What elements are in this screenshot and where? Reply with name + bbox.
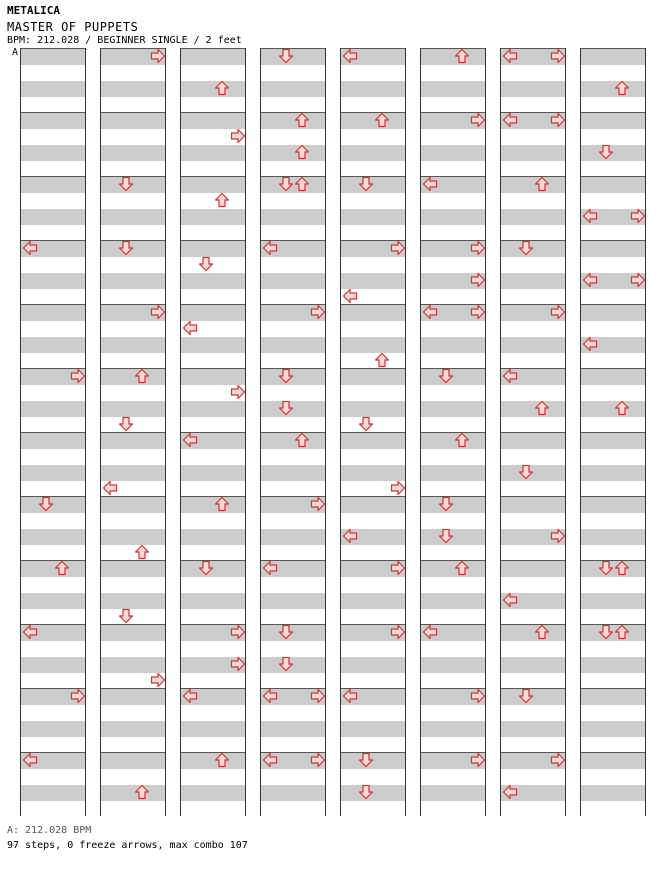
- arrow-up-icon: [534, 176, 550, 192]
- arrow-up-icon: [294, 112, 310, 128]
- measure: [21, 112, 85, 176]
- arrow-up-icon: [214, 80, 230, 96]
- measure: [101, 752, 165, 816]
- chart-column: [340, 48, 406, 816]
- arrow-up-icon: [294, 432, 310, 448]
- measure: [181, 304, 245, 368]
- measure: [581, 752, 645, 816]
- arrow-right-icon: [310, 752, 326, 768]
- arrow-left-icon: [422, 176, 438, 192]
- arrow-down-icon: [518, 464, 534, 480]
- arrow-right-icon: [230, 656, 246, 672]
- measure: [261, 432, 325, 496]
- measure: [21, 432, 85, 496]
- arrow-right-icon: [70, 688, 86, 704]
- arrow-up-icon: [214, 752, 230, 768]
- arrow-left-icon: [502, 48, 518, 64]
- chart-column: [100, 48, 166, 816]
- arrow-left-icon: [182, 432, 198, 448]
- arrow-left-icon: [182, 688, 198, 704]
- arrow-right-icon: [230, 624, 246, 640]
- arrow-down-icon: [438, 528, 454, 544]
- measure: [181, 752, 245, 816]
- arrow-right-icon: [70, 368, 86, 384]
- arrow-right-icon: [550, 304, 566, 320]
- measure: [101, 112, 165, 176]
- measure: [21, 304, 85, 368]
- arrow-down-icon: [198, 256, 214, 272]
- arrow-down-icon: [518, 688, 534, 704]
- chart-column: [20, 48, 86, 816]
- arrow-down-icon: [38, 496, 54, 512]
- arrow-down-icon: [278, 656, 294, 672]
- chart-column: [260, 48, 326, 816]
- arrow-up-icon: [614, 80, 630, 96]
- measure: [581, 368, 645, 432]
- measure: [21, 48, 85, 112]
- arrow-left-icon: [342, 288, 358, 304]
- arrow-down-icon: [518, 240, 534, 256]
- measure: [181, 112, 245, 176]
- chart-column: [500, 48, 566, 816]
- measure: [181, 240, 245, 304]
- arrow-up-icon: [134, 368, 150, 384]
- arrow-right-icon: [230, 384, 246, 400]
- arrow-up-icon: [534, 624, 550, 640]
- measure: [421, 560, 485, 624]
- arrow-left-icon: [262, 688, 278, 704]
- arrow-left-icon: [342, 528, 358, 544]
- arrow-up-icon: [534, 400, 550, 416]
- chart-column: [580, 48, 646, 816]
- song-title: MASTER OF PUPPETS: [7, 20, 139, 34]
- measure: [581, 688, 645, 752]
- arrow-left-icon: [582, 208, 598, 224]
- arrow-left-icon: [582, 272, 598, 288]
- arrow-right-icon: [150, 48, 166, 64]
- measure: [581, 432, 645, 496]
- arrow-down-icon: [438, 368, 454, 384]
- arrow-up-icon: [614, 560, 630, 576]
- arrow-right-icon: [230, 128, 246, 144]
- arrow-right-icon: [550, 528, 566, 544]
- measure: [21, 560, 85, 624]
- measure: [101, 496, 165, 560]
- arrow-left-icon: [422, 624, 438, 640]
- arrow-left-icon: [22, 752, 38, 768]
- arrow-down-icon: [198, 560, 214, 576]
- arrow-up-icon: [614, 400, 630, 416]
- measure: [341, 304, 405, 368]
- arrow-right-icon: [310, 688, 326, 704]
- arrow-left-icon: [262, 752, 278, 768]
- arrow-down-icon: [358, 784, 374, 800]
- measure: [581, 48, 645, 112]
- arrow-down-icon: [278, 48, 294, 64]
- arrow-left-icon: [502, 368, 518, 384]
- arrow-left-icon: [502, 592, 518, 608]
- arrow-down-icon: [358, 416, 374, 432]
- arrow-up-icon: [614, 624, 630, 640]
- arrow-down-icon: [278, 624, 294, 640]
- arrow-down-icon: [118, 608, 134, 624]
- arrow-right-icon: [390, 624, 406, 640]
- arrow-left-icon: [262, 240, 278, 256]
- arrow-right-icon: [310, 496, 326, 512]
- arrow-right-icon: [550, 48, 566, 64]
- arrow-up-icon: [214, 192, 230, 208]
- arrow-left-icon: [262, 560, 278, 576]
- arrow-right-icon: [390, 560, 406, 576]
- arrow-up-icon: [454, 560, 470, 576]
- arrow-up-icon: [294, 176, 310, 192]
- arrow-left-icon: [102, 480, 118, 496]
- arrow-right-icon: [470, 688, 486, 704]
- chart-info: BPM: 212.028 / BEGINNER SINGLE / 2 feet: [7, 35, 242, 46]
- measure: [181, 368, 245, 432]
- arrow-up-icon: [374, 352, 390, 368]
- arrow-up-icon: [134, 784, 150, 800]
- measure: [181, 496, 245, 560]
- arrow-right-icon: [390, 240, 406, 256]
- arrow-down-icon: [118, 416, 134, 432]
- arrow-right-icon: [470, 304, 486, 320]
- arrow-right-icon: [550, 112, 566, 128]
- chart-stats: 97 steps, 0 freeze arrows, max combo 107: [7, 840, 248, 851]
- arrow-down-icon: [358, 176, 374, 192]
- arrow-down-icon: [278, 176, 294, 192]
- arrow-right-icon: [470, 240, 486, 256]
- arrow-up-icon: [54, 560, 70, 576]
- arrow-right-icon: [550, 752, 566, 768]
- measure: [421, 48, 485, 112]
- arrow-left-icon: [422, 304, 438, 320]
- measure: [261, 112, 325, 176]
- arrow-left-icon: [502, 784, 518, 800]
- arrow-up-icon: [294, 144, 310, 160]
- measure: [421, 432, 485, 496]
- arrow-right-icon: [150, 304, 166, 320]
- arrow-down-icon: [438, 496, 454, 512]
- arrow-right-icon: [150, 672, 166, 688]
- arrow-down-icon: [598, 144, 614, 160]
- measure: [181, 176, 245, 240]
- arrow-left-icon: [182, 320, 198, 336]
- arrow-up-icon: [454, 432, 470, 448]
- arrow-up-icon: [454, 48, 470, 64]
- measure: [21, 176, 85, 240]
- bpm-legend: A: 212.028 BPM: [7, 825, 92, 836]
- arrow-right-icon: [310, 304, 326, 320]
- arrow-left-icon: [342, 48, 358, 64]
- arrow-down-icon: [118, 240, 134, 256]
- chart-column: [420, 48, 486, 816]
- arrow-right-icon: [390, 480, 406, 496]
- measure: [501, 176, 565, 240]
- arrow-left-icon: [502, 112, 518, 128]
- arrow-left-icon: [582, 336, 598, 352]
- arrow-right-icon: [470, 272, 486, 288]
- arrow-down-icon: [598, 624, 614, 640]
- arrow-up-icon: [134, 544, 150, 560]
- arrow-down-icon: [278, 368, 294, 384]
- arrow-down-icon: [598, 560, 614, 576]
- measure: [581, 496, 645, 560]
- artist-name: METALICA: [7, 4, 60, 17]
- arrow-down-icon: [118, 176, 134, 192]
- arrow-right-icon: [470, 112, 486, 128]
- chart-column: [180, 48, 246, 816]
- arrow-up-icon: [374, 112, 390, 128]
- arrow-up-icon: [214, 496, 230, 512]
- measure: [181, 48, 245, 112]
- measure: [341, 112, 405, 176]
- arrow-down-icon: [278, 400, 294, 416]
- arrow-left-icon: [22, 240, 38, 256]
- measure: [101, 688, 165, 752]
- bpm-marker-label: A: [12, 47, 19, 58]
- measure: [501, 624, 565, 688]
- arrow-right-icon: [630, 272, 646, 288]
- arrow-right-icon: [630, 208, 646, 224]
- arrow-left-icon: [342, 688, 358, 704]
- arrow-down-icon: [358, 752, 374, 768]
- arrow-right-icon: [470, 752, 486, 768]
- arrow-left-icon: [22, 624, 38, 640]
